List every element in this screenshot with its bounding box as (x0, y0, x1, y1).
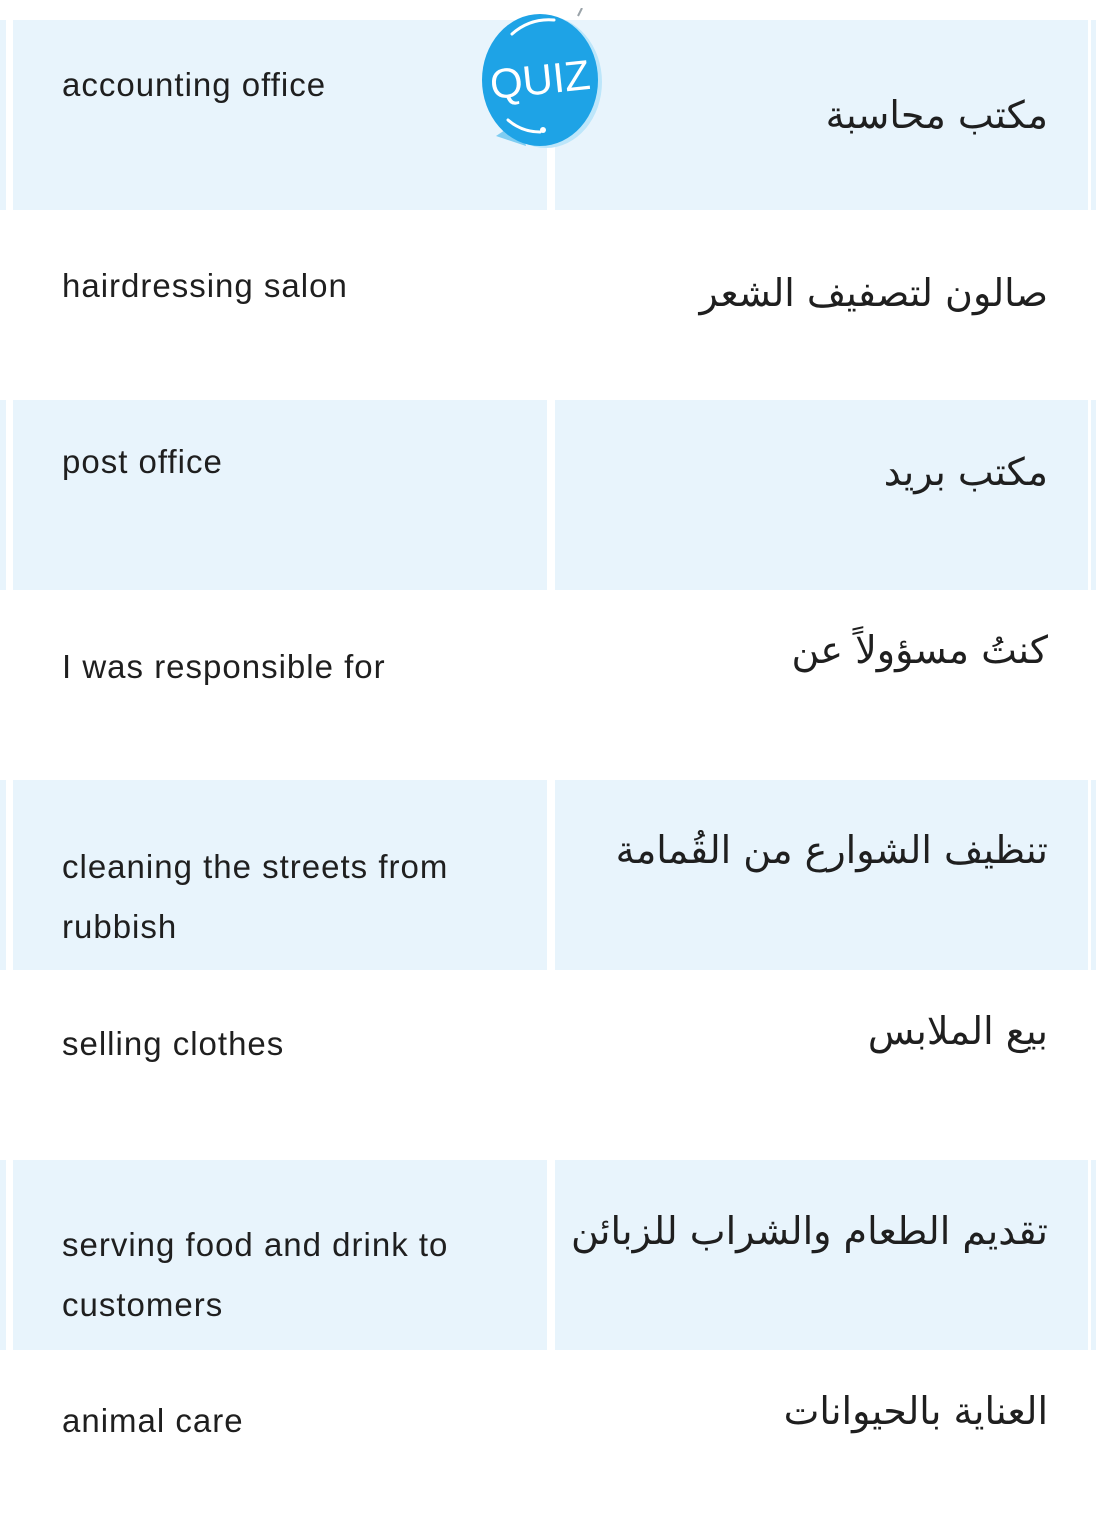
english-cell (13, 780, 547, 970)
arabic-cell (555, 210, 1088, 400)
english-cell (13, 970, 547, 1160)
arabic-cell (555, 590, 1088, 780)
arabic-term: مكتب محاسبة (825, 93, 1048, 137)
arabic-term: مكتب بريد (883, 450, 1048, 494)
english-cell (13, 1350, 547, 1540)
english-cell (13, 590, 547, 780)
english-term: accounting office (62, 66, 327, 103)
arabic-cell (555, 400, 1088, 590)
english-cell (13, 210, 547, 400)
vocab-row (0, 780, 1096, 970)
english-term: I was responsible for (62, 648, 386, 685)
vocab-row (0, 590, 1096, 780)
quiz-bubble-icon (478, 8, 608, 153)
vocab-row (0, 1160, 1096, 1350)
arabic-term: تنظيف الشوارع من القُمامة (615, 828, 1048, 872)
arabic-cell (555, 1350, 1088, 1540)
quiz-label: QUIZ (487, 50, 593, 109)
quiz-badge (478, 8, 608, 153)
arabic-cell (555, 20, 1088, 210)
vocab-row (0, 210, 1096, 400)
arabic-term: صالون لتصفيف الشعر (699, 271, 1048, 315)
english-term: serving food and drink to customers (62, 1226, 449, 1323)
arabic-term: العناية بالحيوانات (783, 1389, 1048, 1433)
arabic-term: بيع الملابس (867, 1009, 1048, 1053)
english-term: selling clothes (62, 1025, 285, 1062)
english-term: cleaning the streets from rubbish (62, 848, 449, 945)
arabic-cell (555, 780, 1088, 970)
vocab-row (0, 1350, 1096, 1540)
english-cell (13, 400, 547, 590)
english-cell (13, 1160, 547, 1350)
english-term: animal care (62, 1402, 244, 1439)
arabic-cell (555, 1160, 1088, 1350)
english-cell (13, 20, 547, 210)
vocab-row (0, 970, 1096, 1160)
arabic-term: تقديم الطعام والشراب للزبائن (570, 1209, 1048, 1253)
arabic-cell (555, 970, 1088, 1160)
vocab-row (0, 400, 1096, 590)
english-term: hairdressing salon (62, 267, 348, 304)
english-term: post office (62, 443, 223, 480)
arabic-term: كنتُ مسؤولاً عن (791, 628, 1048, 672)
